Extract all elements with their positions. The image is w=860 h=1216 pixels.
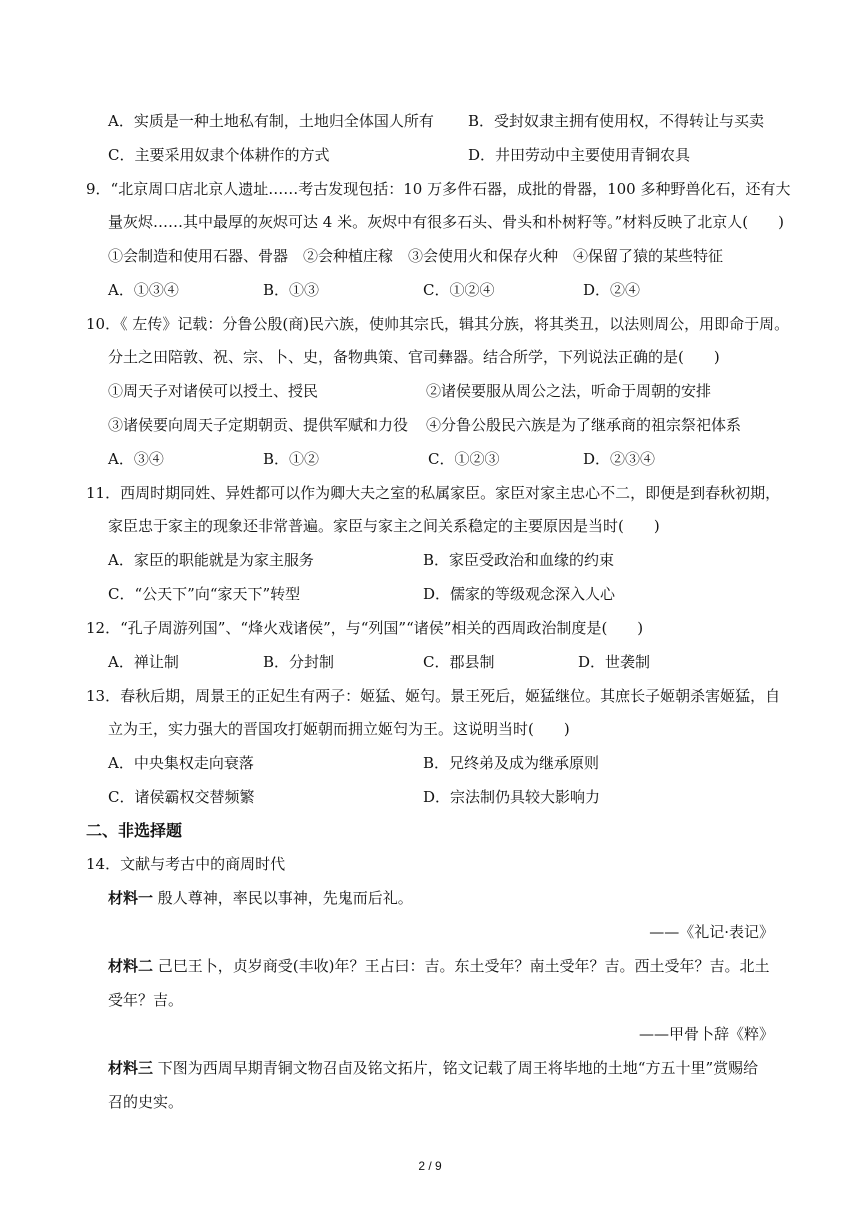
q11-option-b: B．家臣受政治和血缘的约束 — [423, 551, 615, 569]
q9-stem-line2: 量灰烬……其中最厚的灰烬可达 4 米。灰烬中有很多石头、骨头和朴树籽等。”材料反映了北京人( ) — [108, 213, 784, 231]
q12-option-b: B．分封制 — [263, 653, 335, 671]
q11-stem-line2: 家臣忠于家主的现象还非常普遍。家臣与家主之间关系稳定的主要原因是当时( ) — [108, 517, 660, 535]
q13-option-b: B．兄终弟及成为继承原则 — [423, 754, 600, 772]
q8-option-d: D．井田劳动中主要使用青铜农具 — [468, 146, 691, 164]
q13-stem-line1: 13．春秋后期，周景王的正妃生有两子：姬猛、姬匄。景王死后，姬猛继位。其庶长子姬朝杀害姬猛，自 — [86, 687, 781, 705]
q8-option-b: B．受封奴隶主拥有使用权，不得转让与买卖 — [468, 112, 765, 130]
material-3-label: 材料三 — [108, 1059, 154, 1077]
material-1-text: 殷人尊神，率民以事神，先鬼而后礼。 — [153, 889, 413, 907]
q10-option-c: C．①②③ — [428, 450, 500, 468]
q13-option-c: C．诸侯霸权交替频繁 — [108, 788, 255, 806]
material-3-text: 下图为西周早期青铜文物召卣及铭文拓片，铭文记载了周王将毕地的土地“方五十里”赏赐给 — [153, 1059, 759, 1077]
q13-option-d: D．宗法制仍具较大影响力 — [423, 788, 601, 806]
page-number: 2 / 9 — [418, 1159, 442, 1173]
q14-title: 14．文献与考古中的商周时代 — [86, 855, 286, 873]
q8-option-c: C．主要采用奴隶个体耕作的方式 — [108, 146, 330, 164]
q14-material-2-source: ——甲骨卜辞《粹》 — [638, 1025, 774, 1043]
q9-option-c: C．①②④ — [423, 281, 495, 299]
q13-option-a: A．中央集权走向衰落 — [108, 754, 254, 772]
q11-option-c: C．“公天下”向“家天下”转型 — [108, 585, 301, 603]
q11-option-a: A．家臣的职能就是为家主服务 — [108, 551, 314, 569]
q14-material-2-line2: 受年？吉。 — [108, 991, 184, 1009]
q12-stem: 12．“孔子周游列国”、“烽火戏诸侯”，与“列国”“诸侯”相关的西周政治制度是( ) — [86, 619, 644, 637]
section-heading: 二、非选择题 — [86, 821, 183, 840]
q12-option-c: C．郡县制 — [423, 653, 495, 671]
q10-item-2: ②诸侯要服从周公之法，听命于周朝的安排 — [426, 382, 712, 400]
q10-stem-line2: 分土之田陪敦、祝、宗、卜、史，备物典策、官司彝器。结合所学，下列说法正确的是( ) — [108, 348, 720, 366]
q10-stem-line1: 10．《 左传》记载：分鲁公殷(商)民六族，使帅其宗氏，辑其分族，将其类丑，以法则周公，用即命于周。 — [86, 315, 790, 333]
q14-material-3-line1 — [108, 1058, 758, 1078]
q9-items: ①会制造和使用石器、骨器 ②会种植庄稼 ③会使用火和保存火种 ④保留了猿的某些特征 — [108, 247, 724, 265]
q10-item-1: ①周天子对诸侯可以授土、授民 — [108, 382, 319, 400]
q12-option-d: D．世袭制 — [578, 653, 651, 671]
q11-stem-line1: 11．西周时期同姓、异姓都可以作为卿大夫之室的私属家臣。家臣对家主忠心不二，即便是到春秋初期， — [86, 484, 781, 502]
q12-option-a: A．禅让制 — [108, 653, 179, 671]
material-1-label: 材料一 — [108, 889, 154, 907]
material-2-label: 材料二 — [108, 957, 154, 975]
q10-item-4: ④分鲁公殷民六族是为了继承商的祖宗祭祀体系 — [426, 416, 742, 434]
q9-stem-line1: 9．“北京周口店北京人遗址……考古发现包括：10 万多件石器，成批的骨器，100 多种野兽化石，还有大 — [86, 180, 791, 198]
q9-option-d: D．②④ — [583, 281, 641, 299]
q9-option-b: B．①③ — [263, 281, 320, 299]
q13-stem-line2: 立为王，实力强大的晋国攻打姬朝而拥立姬匄为王。这说明当时( ) — [108, 720, 570, 738]
q14-material-2-line1 — [108, 956, 770, 976]
q9-option-a: A．①③④ — [108, 281, 179, 299]
q10-option-d: D．②③④ — [583, 450, 656, 468]
q11-option-d: D．儒家的等级观念深入人心 — [423, 585, 616, 603]
q10-option-b: B．①② — [263, 450, 320, 468]
q8-option-a: A．实质是一种土地私有制，土地归全体国人所有 — [108, 112, 434, 130]
q10-item-3: ③诸侯要向周天子定期朝贡、提供军赋和力役 — [108, 416, 409, 434]
q10-option-a: A．③④ — [108, 450, 164, 468]
q14-material-1-source: ——《礼记·表记》 — [649, 923, 774, 941]
q14-material-1 — [108, 888, 413, 908]
q14-material-3-line2: 召的史实。 — [108, 1093, 184, 1111]
material-2-text: 己巳王卜，贞岁商受(丰收)年？王占曰：吉。东土受年？南土受年？吉。西土受年？吉。北土 — [153, 957, 770, 975]
